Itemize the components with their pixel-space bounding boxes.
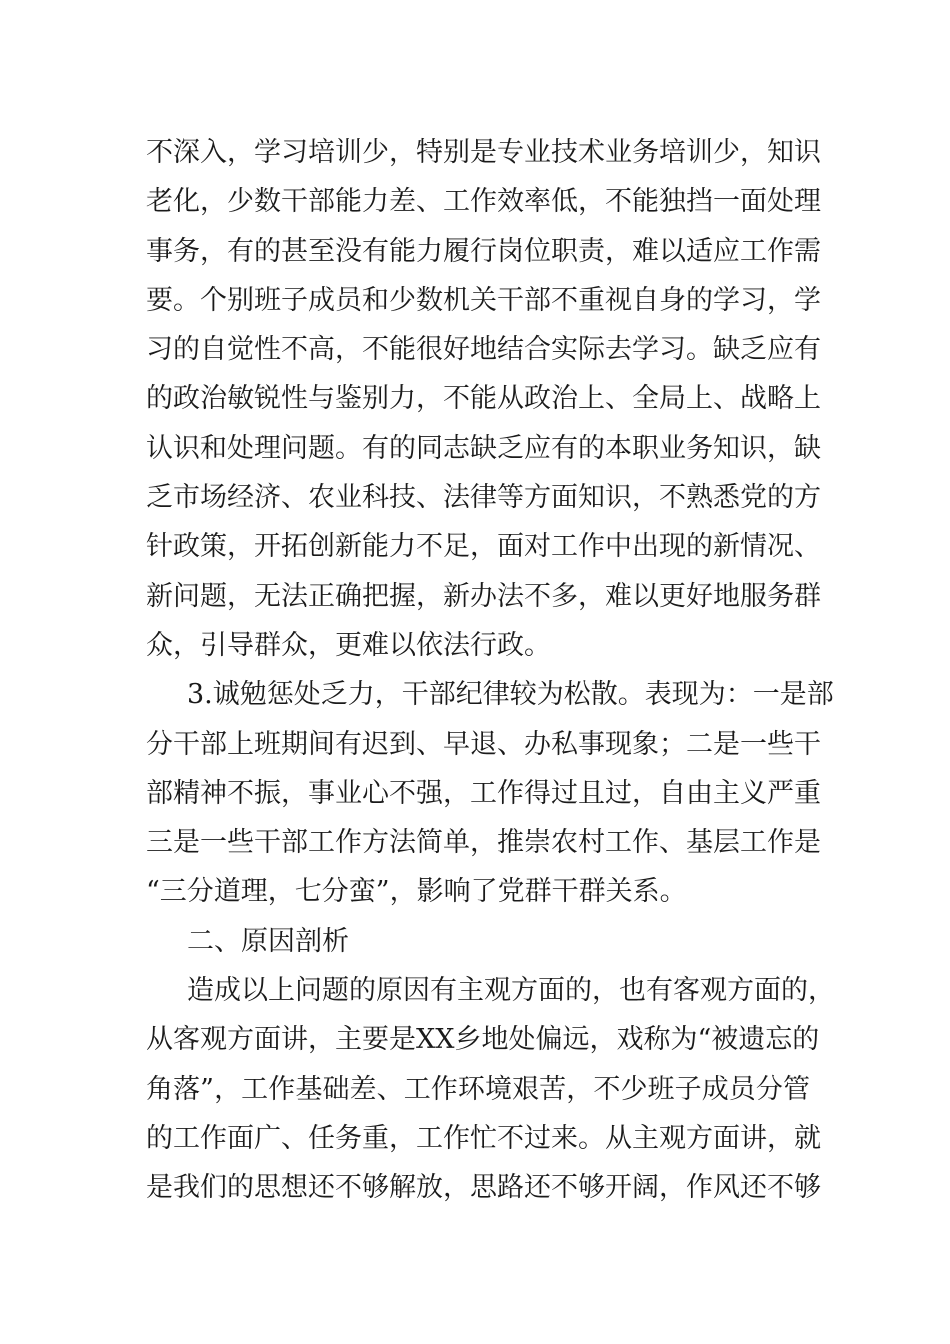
text-line: 乏市场经济、农业科技、法律等方面知识，不熟悉党的方 <box>146 482 821 514</box>
text-line: 的工作面广、任务重，工作忙不过来。从主观方面讲，就 <box>146 1122 821 1154</box>
text-line: 从客观方面讲，主要是XX乡地处偏远，戏称为“被遗忘的 <box>146 1024 820 1056</box>
text-line: 老化，少数干部能力差、工作效率低，不能独挡一面处理 <box>146 186 821 218</box>
text-line: 是我们的思想还不够解放，思路还不够开阔，作风还不够 <box>146 1172 821 1204</box>
text-line: 习的自觉性不高，不能很好地结合实际去学习。缺乏应有 <box>146 334 821 366</box>
section-heading: 二、原因剖析 <box>187 925 349 957</box>
paragraph-start-line: 造成以上问题的原因有主观方面的，也有客观方面的， <box>187 975 835 1007</box>
text-line: 分干部上班期间有迟到、早退、办私事现象；二是一些干 <box>146 728 821 760</box>
text-line: 不深入，学习培训少，特别是专业技术业务培训少，知识 <box>146 137 821 168</box>
document-body <box>146 128 835 1213</box>
text-line: 事务，有的甚至没有能力履行岗位职责，难以适应工作需 <box>146 235 821 267</box>
text-line: “三分道理，七分蛮”，影响了党群干群关系。 <box>146 876 687 908</box>
paragraph-start-line: 3.诚勉惩处乏力，干部纪律较为松散。表现为：一是部 <box>187 679 834 711</box>
text-line: 三是一些干部工作方法简单，推崇农村工作、基层工作是 <box>146 827 821 859</box>
text-line: 角落”，工作基础差、工作环境艰苦，不少班子成员分管 <box>146 1073 810 1105</box>
text-line: 要。个别班子成员和少数机关干部不重视自身的学习，学 <box>146 284 821 316</box>
text-line: 认识和处理问题。有的同志缺乏应有的本职业务知识，缺 <box>146 432 821 464</box>
text-line: 众，引导群众，更难以依法行政。 <box>146 629 551 661</box>
text-line: 部精神不振，事业心不强，工作得过且过，自由主义严重 <box>146 777 821 809</box>
text-line: 新问题，无法正确把握，新办法不多，难以更好地服务群 <box>146 580 821 612</box>
text-line: 针政策，开拓创新能力不足，面对工作中出现的新情况、 <box>146 531 821 563</box>
text-line: 的政治敏锐性与鉴别力，不能从政治上、全局上、战略上 <box>146 383 821 415</box>
